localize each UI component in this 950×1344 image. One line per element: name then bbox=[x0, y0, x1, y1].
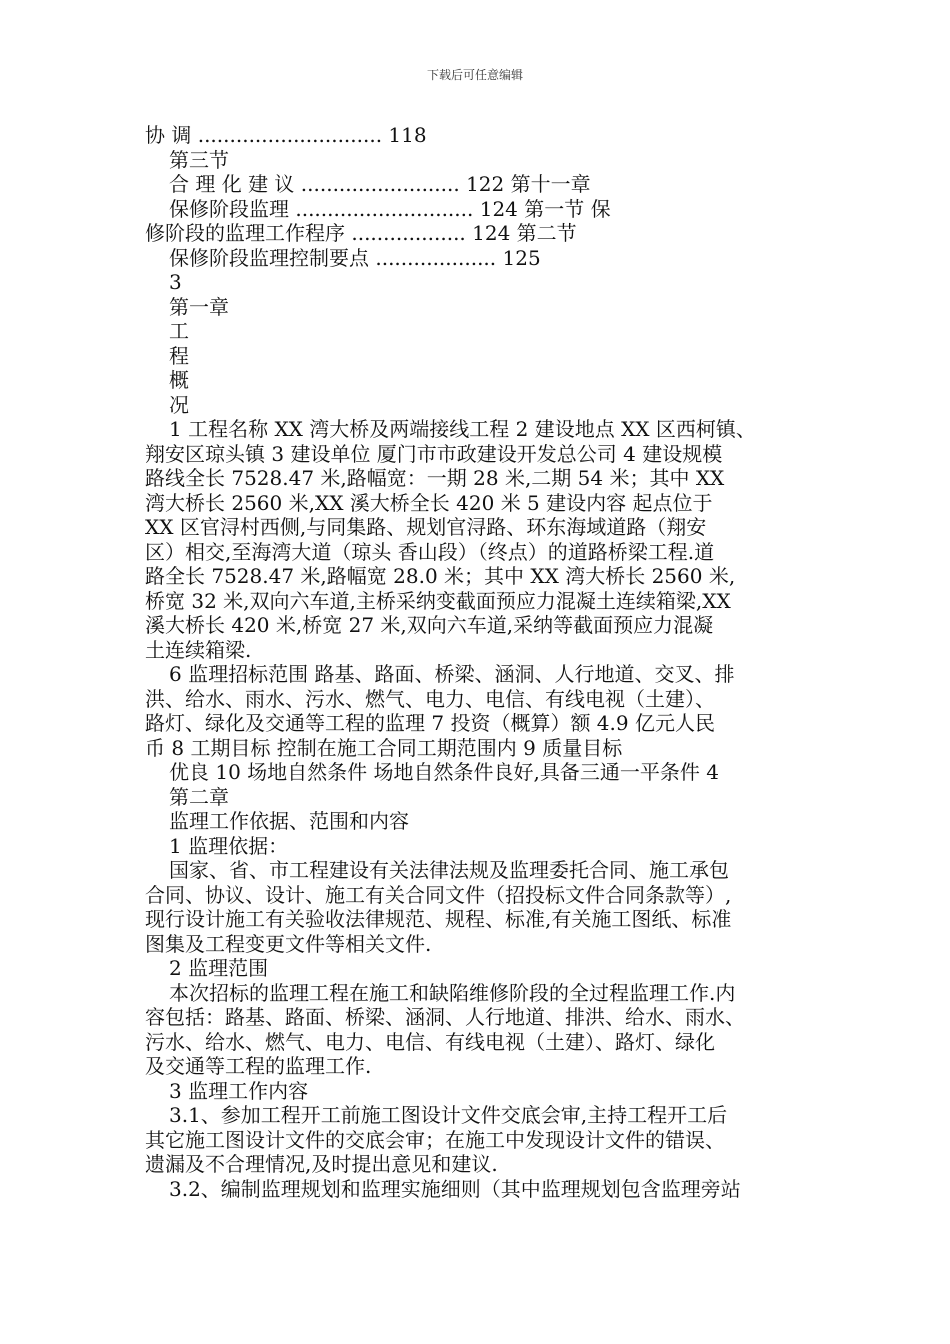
text-line: 第二章 bbox=[169, 784, 229, 809]
text-line: 第一章 bbox=[169, 294, 229, 319]
page-header: 下载后可任意编辑 bbox=[426, 68, 523, 82]
text-line: 程 bbox=[169, 343, 189, 368]
document-body bbox=[145, 123, 810, 1201]
text-line: 工 bbox=[169, 319, 189, 343]
text-line: 本次招标的监理工程在施工和缺陷维修阶段的全过程监理工作.内 bbox=[169, 980, 736, 1005]
text-line: 况 bbox=[169, 392, 189, 417]
text-line: XX 区官浔村西侧,与同集路、规划官浔路、环东海域道路（翔安 bbox=[145, 515, 707, 539]
text-line: 遗漏及不合理情况,及时提出意见和建议. bbox=[145, 1152, 498, 1176]
text-line: 合同、协议、设计、施工有关合同文件（招投标文件合同条款等）, bbox=[145, 882, 732, 907]
text-line: 桥宽 32 米,双向六车道,主桥采纳变截面预应力混凝土连续箱梁,XX bbox=[145, 588, 731, 613]
text-line: 湾大桥长 2560 米,XX 溪大桥全长 420 米 5 建设内容 起点位于 bbox=[145, 490, 713, 515]
text-line: 1 工程名称 XX 湾大桥及两端接线工程 2 建设地点 XX 区西柯镇、 bbox=[169, 417, 756, 441]
text-line: 协 调 ............................. 118 bbox=[145, 123, 427, 147]
text-line: 币 8 工期目标 控制在施工合同工期范围内 9 质量目标 bbox=[145, 735, 623, 760]
text-line: 路线全长 7528.47 米,路幅宽：一期 28 米,二期 54 米；其中 XX bbox=[145, 466, 725, 490]
text-line: 路灯、绿化及交通等工程的监理 7 投资（概算）额 4.9 亿元人民 bbox=[145, 711, 715, 735]
text-line: 洪、给水、雨水、污水、燃气、电力、电信、有线电视（土建）、 bbox=[145, 686, 715, 711]
text-line: 概 bbox=[169, 368, 189, 392]
text-line: 路全长 7528.47 米,路幅宽 28.0 米；其中 XX 湾大桥长 2560 米, bbox=[145, 564, 736, 588]
text-line: 容包括：路基、路面、桥梁、涵洞、人行地道、排洪、给水、雨水、 bbox=[145, 1005, 745, 1029]
text-line: 修阶段的监理工作程序 .................. 124 第二节 bbox=[145, 221, 577, 245]
text-line: 保修阶段监理 ............................ 124 第一节 保 bbox=[169, 196, 611, 221]
text-line: 溪大桥长 420 米,桥宽 27 米,双向六车道,采纳等截面预应力混凝 bbox=[145, 613, 714, 637]
text-line: 保修阶段监理控制要点 ................... 125 bbox=[169, 245, 541, 270]
text-line: 合 理 化 建 议 ......................... 122 第十一章 bbox=[169, 172, 591, 196]
text-line: 其它施工图设计文件的交底会审；在施工中发现设计文件的错误、 bbox=[145, 1127, 725, 1152]
text-line: 污水、给水、燃气、电力、电信、有线电视（土建）、路灯、绿化 bbox=[145, 1029, 715, 1054]
text-line: 现行设计施工有关验收法律规范、规程、标准,有关施工图纸、标准 bbox=[145, 907, 732, 931]
text-line: 3 bbox=[169, 270, 182, 294]
text-line: 优良 10 场地自然条件 场地自然条件良好,具备三通一平条件 4 bbox=[169, 760, 719, 784]
text-line: 1 监理依据： bbox=[169, 833, 289, 858]
text-line: 3.1、参加工程开工前施工图设计文件交底会审,主持工程开工后 bbox=[169, 1103, 728, 1127]
text-line: 土连续箱梁. bbox=[145, 637, 252, 662]
text-line: 2 监理范围 bbox=[169, 956, 269, 980]
text-line: 图集及工程变更文件等相关文件. bbox=[145, 931, 432, 956]
text-line: 第三节 bbox=[169, 147, 229, 172]
text-line: 翔安区琼头镇 3 建设单位 厦门市市政建设开发总公司 4 建设规模 bbox=[145, 441, 723, 466]
text-line: 区）相交,至海湾大道（琼头 香山段）（终点）的道路桥梁工程.道 bbox=[145, 539, 715, 564]
text-line: 3.2、编制监理规划和监理实施细则（其中监理规划包含监理旁站 bbox=[169, 1176, 741, 1201]
text-line: 6 监理招标范围 路基、路面、桥梁、涵洞、人行地道、交叉、排 bbox=[169, 662, 735, 686]
text-line: 监理工作依据、范围和内容 bbox=[169, 809, 409, 833]
text-line: 国家、省、市工程建设有关法律法规及监理委托合同、施工承包 bbox=[169, 858, 729, 882]
text-line: 3 监理工作内容 bbox=[169, 1078, 309, 1103]
text-line: 及交通等工程的监理工作. bbox=[145, 1054, 372, 1078]
